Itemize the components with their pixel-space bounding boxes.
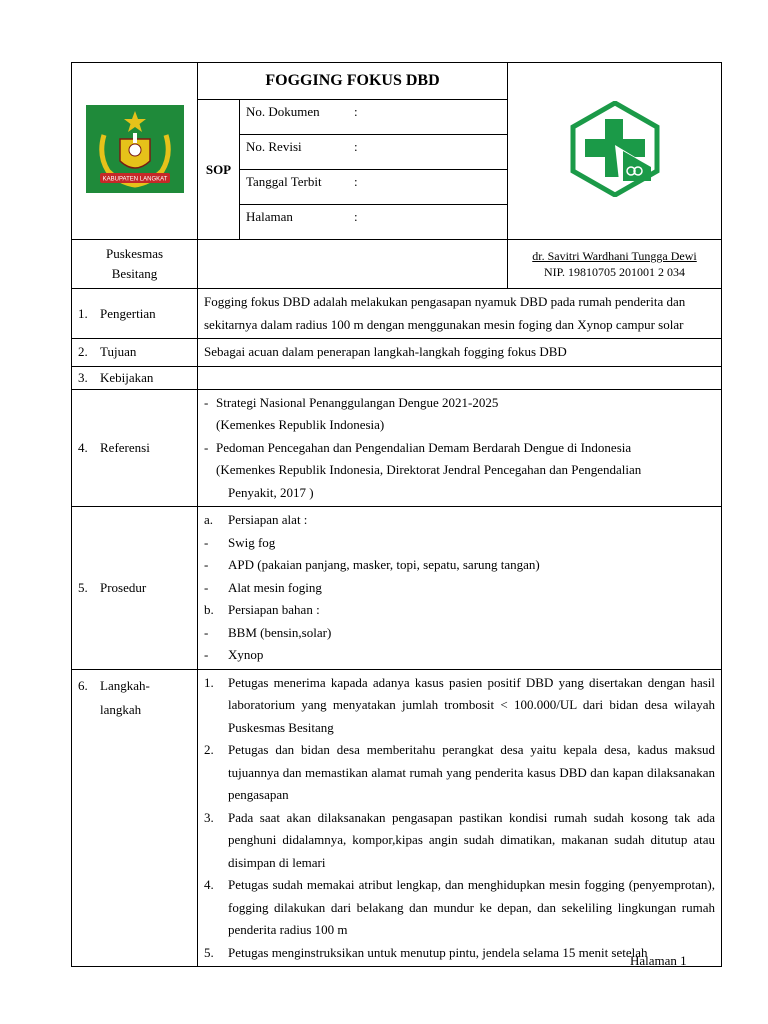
langkah-item: 4. Petugas sudah memakai atribut lengkap, dan menghidupkan mesin fogging (penyemprotan), fogging dilakukan dari belakang dan mundur ke depan, dan sekeliling lingkungan rumah penderita radius 100 m [204,877,716,937]
prosedur-item: - Xynop [204,647,264,662]
section-content-tujuan: Sebagai acuan dalam penerapan langkah-langkah fogging fokus DBD [198,339,722,367]
sop-document [71,62,721,967]
langkah-item: 3. Pada saat akan dilaksanakan pengasapan pastikan kondisi rumah sudah kosong tak ada penghuni didalamnya, kompor,kipas angin sudah dimatikan, makanan sudah ditutup atau disimpan di lemari [204,809,716,870]
puskesmas-logo-icon [567,101,663,197]
meta-halaman: Halaman : [240,205,508,240]
prosedur-item: - BBM (bensin,solar) [204,624,332,640]
referensi-item: - Strategi Nasional Penanggulangan Dengue 2021-2025 [204,394,499,410]
langkah-item: 1. Petugas menerima kapada adanya kasus pasien positif DBD yang disertakan dengan hasil laboratorium yang menyatakan jumlah trombosit < 100.000/UL dari bidan desa wilayah Puskesmas Besitang [204,674,716,735]
meta-no-revisi: No. Revisi : [240,135,508,170]
sop-label: SOP [198,100,240,240]
langkah-item: 2. Petugas dan bidan desa memberitahu perangkat desa yaitu kepala desa, kadus maksud tujuannya dan memastikan alamat rumah yang penderita kasus DBD dan kapan dilaksanakan pengasapan [204,742,716,802]
prosedur-item: b. Persiapan bahan : [204,602,320,617]
signer-block [508,240,722,289]
referensi-item-sub: (Kemenkes Republik Indonesia, Direktorat Jendral Pencegahan dan Pengendalian [216,462,642,477]
section-label-prosedur: 5. Prosedur [72,507,198,670]
section-content-referensi [198,389,722,507]
referensi-item-sub: Penyakit, 2017 ) [228,484,314,500]
prosedur-item: - Alat mesin foging [204,579,322,595]
document-title: FOGGING FOKUS DBD [198,63,508,100]
puskesmas-logo-cell [508,63,722,240]
referensi-item: - Pedoman Pencegahan dan Pengendalian Demam Berdarah Dengue di Indonesia [204,439,632,455]
prosedur-item: a. Persiapan alat : [204,512,308,527]
section-label-kebijakan: 3. Kebijakan [72,366,198,389]
section-label-tujuan: 2. Tujuan [72,339,198,367]
section-label-pengertian: 1. Pengertian [72,289,198,339]
langkah-item: 5. Petugas menginstruksikan untuk menutup pintu, jendela selama 15 menit setelah [204,944,648,960]
kabupaten-langkat-logo-icon [86,105,184,193]
sop-table [71,62,722,967]
logo-caption: KABUPATEN LANGKAT [102,176,167,183]
page-number: Halaman 1 [630,953,687,968]
institution-name: Puskesmas Besitang [72,240,198,289]
section-content-kebijakan [198,366,722,389]
prosedur-item: - Swig fog [204,534,276,550]
section-content-pengertian: Fogging fokus DBD adalah melakukan pengasapan nyamuk DBD pada rumah penderita dan sekitarnya dalam radius 100 m dengan menggunakan mesin foging dan Xynop campur solar [198,289,722,339]
prosedur-item: - APD (pakaian panjang, masker, topi, sepatu, sarung tangan) [204,557,540,572]
section-label-referensi: 4. Referensi [72,389,198,507]
signer-name: dr. Savitri Wardhani Tungga Dewi [532,249,697,263]
meta-tanggal-terbit: Tanggal Terbit : [240,170,508,205]
signer-nip: NIP. 19810705 201001 2 034 [544,265,686,279]
section-content-langkah [198,669,722,967]
section-label-langkah: 6. Langkah- langkah [72,669,198,967]
meta-no-dokumen: No. Dokumen : [240,100,508,135]
section-content-prosedur [198,507,722,670]
blank-cell [198,240,508,289]
referensi-item-sub: (Kemenkes Republik Indonesia) [216,417,385,432]
government-logo-cell [72,63,198,240]
